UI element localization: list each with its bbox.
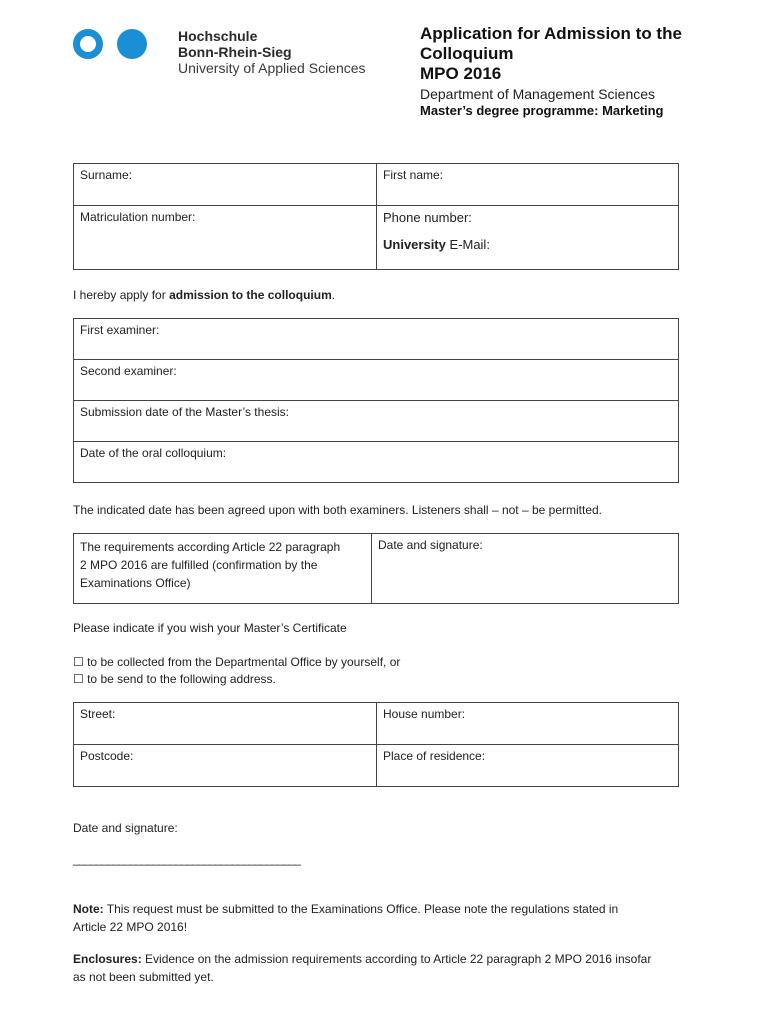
requirements-table [73, 533, 679, 604]
university-logo [72, 28, 152, 60]
signature-line[interactable]: ________________________________________ [73, 852, 300, 866]
first-examiner-field[interactable]: First examiner: [74, 319, 679, 360]
matriculation-field[interactable] [74, 206, 377, 270]
enclosures-block: Enclosures: Evidence on the admission requirements according to Article 22 paragraph 2 MPO 2016 insofar as not been submitted yet. [73, 952, 652, 984]
examination-table [73, 318, 679, 483]
street-field[interactable]: Street: [74, 703, 377, 745]
requirements-confirmation-field[interactable]: The requirements according Article 22 paragraph 2 MPO 2016 are fulfilled (confirmation by the Examinations Office) [74, 534, 372, 604]
programme: Master’s degree programme: Marketing [420, 103, 664, 118]
oral-date-field[interactable]: Date of the oral colloquium: [74, 442, 679, 483]
surname-field[interactable] [74, 164, 377, 206]
residence-field[interactable]: Place of residence: [377, 745, 679, 787]
first-name-label: First name: [383, 168, 444, 182]
checkbox-icon[interactable]: ☐ [73, 672, 84, 686]
postcode-field[interactable]: Postcode: [74, 745, 377, 787]
submission-date-field[interactable]: Submission date of the Master’s thesis: [74, 401, 679, 442]
department: Department of Management Sciences [420, 86, 656, 102]
title-line-3: MPO 2016 [420, 64, 502, 83]
requirements-signature-field[interactable]: Date and signature: [372, 534, 679, 604]
phone-label: Phone number: [383, 210, 472, 225]
logo-line-2: Bonn-Rhein-Sieg [178, 44, 292, 60]
checkbox-icon[interactable]: ☐ [73, 655, 84, 669]
email-label: University E-Mail: [383, 237, 490, 252]
contact-field[interactable] [377, 206, 679, 270]
logo-line-1: Hochschule [178, 28, 258, 44]
certificate-intro: Please indicate if you wish your Master’s Certificate [73, 621, 347, 635]
personal-data-table [73, 163, 679, 270]
house-number-field[interactable]: House number: [377, 703, 679, 745]
logo-line-3: University of Applied Sciences [178, 60, 366, 76]
matriculation-label: Matriculation number: [80, 210, 196, 224]
university-name [178, 28, 366, 76]
title-line-2: Colloquium [420, 44, 514, 63]
note-block: Note: This request must be submitted to the Examinations Office. Please note the regulations stated in Article 22 MPO 2016! [73, 902, 619, 934]
apply-statement: I hereby apply for admission to the colloquium. [73, 288, 336, 302]
form-title [420, 24, 682, 84]
signature-label: Date and signature: [73, 821, 178, 835]
address-table [73, 702, 679, 787]
first-name-field[interactable] [377, 164, 679, 206]
agreement-note: The indicated date has been agreed upon with both examiners. Listeners shall – not – be permitted. [73, 503, 603, 517]
title-line-1: Application for Admission to the [420, 24, 682, 43]
surname-label: Surname: [80, 168, 133, 182]
option-send[interactable]: ☐ to be send to the following address. [73, 672, 276, 686]
second-examiner-field[interactable]: Second examiner: [74, 360, 679, 401]
option-collect[interactable]: ☐ to be collected from the Departmental Office by yourself, or [73, 655, 401, 669]
